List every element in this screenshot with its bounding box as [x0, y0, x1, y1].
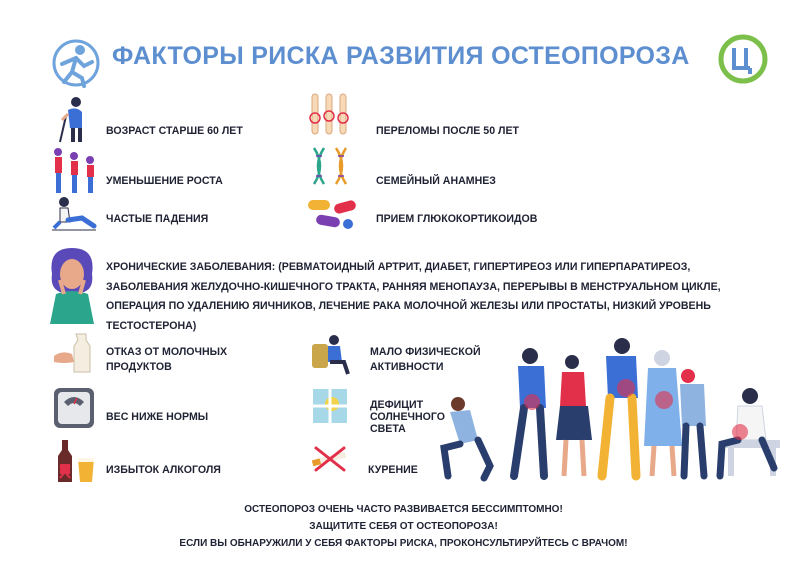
- window-sun-icon: [312, 388, 348, 424]
- factor-height: УМЕНЬШЕНИЕ РОСТА: [106, 175, 223, 187]
- factor-falls: ЧАСТЫЕ ПАДЕНИЯ: [106, 213, 209, 225]
- circle-c-logo: [718, 34, 768, 84]
- page-title: ФАКТОРЫ РИСКА РАЗВИТИЯ ОСТЕОПОРОЗА: [112, 42, 690, 70]
- factor-alcohol: ИЗБЫТОК АЛКОГОЛЯ: [106, 464, 221, 476]
- elderly-woman-cane-icon: [52, 96, 96, 144]
- chronic-diseases-text: ХРОНИЧЕСКИЕ ЗАБОЛЕВАНИЯ: (РЕВМАТОИДНЫЙ АРТРИТ, ДИАБЕТ, ГИПЕРТИРЕОЗ ИЛИ ГИПЕРПАРАТИРЕОЗ, ЗАБОЛЕВАНИЯ ЖЕЛУДОЧНО-КИШЕЧНОГО ТРАКТА, РАННЯЯ МЕНОПАУЗА, ПЕРЕРЫВЫ В МЕНСТРУАЛЬНОМ ЦИКЛЕ, ОПЕРАЦИЯ ПО УДАЛЕНИЮ ЯИЧНИКОВ, ЛЕЧЕНИЕ РАКА МОЛОЧНОЙ ЖЕЛЕЗЫ ИЛИ ПРОСТАТЫ, НИЗКИЙ УРОВЕНЬ ТЕСТОСТЕРОНА): [106, 261, 721, 332]
- factor-low-activity-2: АКТИВНОСТИ: [370, 361, 444, 373]
- footer-line-3: ЕСЛИ ВЫ ОБНАРУЖИЛИ У СЕБЯ ФАКТОРЫ РИСКА, ПРОКОНСУЛЬТИРУЙТЕСЬ С ВРАЧОМ!: [179, 538, 628, 549]
- factor-family-history: СЕМЕЙНЫЙ АНАМНЕЗ: [376, 175, 496, 187]
- people-with-pain-illustration: [440, 336, 785, 482]
- factor-sunlight-3: СВЕТА: [370, 423, 406, 435]
- factor-no-dairy-1: ОТКАЗ ОТ МОЛОЧНЫХ: [106, 346, 228, 358]
- alcohol-icon: [54, 438, 98, 484]
- sitting-person-icon: [310, 332, 354, 376]
- falling-person-icon: [50, 196, 98, 232]
- factor-fractures: ПЕРЕЛОМЫ ПОСЛЕ 50 ЛЕТ: [376, 125, 520, 137]
- footer-line-1: ОСТЕОПОРОЗ ОЧЕНЬ ЧАСТО РАЗВИВАЕТСЯ БЕССИМПТОМНО!: [244, 504, 563, 515]
- factor-age: ВОЗРАСТ СТАРШЕ 60 ЛЕТ: [106, 125, 243, 137]
- factor-low-weight: ВЕС НИЖЕ НОРМЫ: [106, 411, 209, 423]
- footer-line-2: ЗАЩИТИТЕ СЕБЯ ОТ ОСТЕОПОРОЗА!: [309, 521, 498, 532]
- running-figure-logo: [50, 38, 102, 88]
- factor-glucocorticoids: ПРИЕМ ГЛЮКОКОРТИКОИДОВ: [376, 213, 538, 225]
- factor-low-activity-1: МАЛО ФИЗИЧЕСКОЙ: [370, 346, 481, 358]
- pills-icon: [306, 196, 356, 232]
- no-smoking-icon: [308, 444, 352, 474]
- scale-icon: [52, 386, 96, 430]
- spine-bones-icon: [306, 92, 354, 138]
- milk-refusal-icon: [52, 332, 100, 374]
- dna-icon: [310, 146, 354, 186]
- factor-sunlight-1: ДЕФИЦИТ: [370, 399, 424, 411]
- height-decrease-icon: [50, 146, 98, 194]
- factor-smoking: КУРЕНИЕ: [368, 464, 418, 476]
- factor-no-dairy-2: ПРОДУКТОВ: [106, 361, 172, 373]
- factor-sunlight-2: СОЛНЕЧНОГО: [370, 411, 445, 423]
- worried-woman-icon: [44, 244, 100, 326]
